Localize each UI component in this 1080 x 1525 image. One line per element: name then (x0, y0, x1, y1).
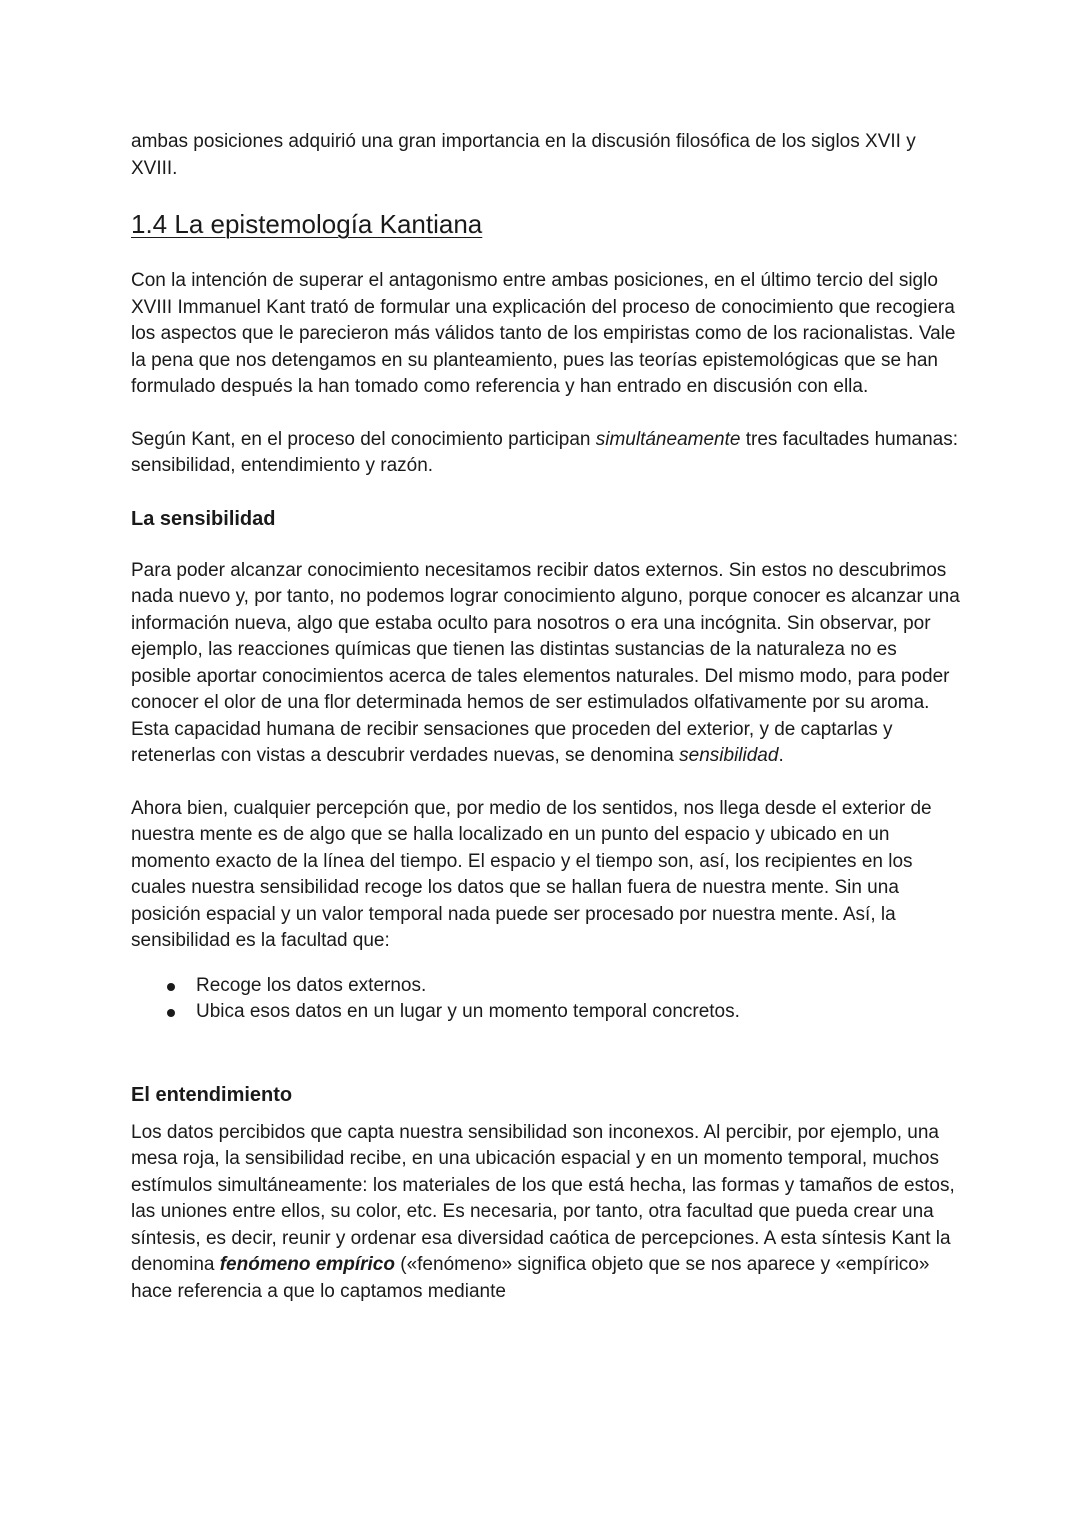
bullet-icon (167, 983, 175, 991)
sensibilidad-term: sensibilidad (679, 745, 779, 766)
faculties-text-end: tres facultades humanas: sensibilidad, entendimiento y razón. (131, 428, 959, 476)
entendimiento-p1-text: Los datos percibidos que capta nuestra sensibilidad son inconexos. Al percibir, por ejemplo, una mesa roja, la sensibilidad recibe, en una ubicación espacial y en un momento temporal, muchos estímulos simultáneamente: los materiales de los que está hecha, las formas y tamaños de estos, las uniones entre ellos, su color, etc. Es necesaria, por tanto, otra facultad que pueda crear una síntesis, es decir, reunir y ordenar esa diversidad caótica de percepciones. A esta síntesis Kant la denomina (131, 1121, 955, 1275)
sensibilidad-heading: La sensibilidad (131, 507, 276, 530)
bullet-text: Ubica esos datos en un lugar y un momento temporal concretos. (196, 1001, 740, 1022)
bullet-icon (167, 1009, 175, 1017)
entendimiento-heading: El entendimiento (131, 1083, 293, 1106)
sensibilidad-p1-text: Para poder alcanzar conocimiento necesitamos recibir datos externos. Sin estos no descubrimos nada nuevo y, por tanto, no podemos lograr conocimiento alguno, porque conocer es alcanzar una información nueva, algo que estaba oculto para nosotros o era una incógnita. Sin observar, por ejemplo, las reacciones químicas que tienen las distintas sustancias de la naturaleza no es posible aportar conocimientos acerca de tales elementos naturales. Del mismo modo, para poder conocer el olor de una flor determinada hemos de ser estimulados olfativamente por su aroma. Esta capacidad humana de recibir sensaciones que proceden del exterior, y de captarlas y retenerlas con vistas a descubrir verdades nuevas, se denomina (131, 559, 960, 766)
faculties-paragraph (131, 427, 961, 480)
section-title: 1.4 La epistemología Kantiana (131, 209, 483, 239)
intro-paragraph: ambas posiciones adquirió una gran importancia en la discusión filosófica de los siglos XVII y XVIII. (131, 131, 916, 179)
faculties-text-start: Según Kant, en el proceso del conocimiento participan (131, 428, 596, 450)
list-item (131, 999, 961, 1026)
bullet-text: Recoge los datos externos. (196, 974, 427, 996)
list-item (131, 973, 961, 1000)
document-page (131, 129, 961, 1305)
kant-intro-paragraph: Con la intención de superar el antagonismo entre ambas posiciones, en el último tercio del siglo XVIII Immanuel Kant trató de formular una explicación del proceso de conocimiento que recogiera los aspectos que le parecieron más válidos tanto de los empiristas como de los racionalistas. Vale la pena que nos detengamos en su planteamiento, pues las teorías epistemológicas que se han formulado después la han tomado como referencia y han entrado en discusión con ella. (131, 270, 956, 397)
sensibilidad-p1-end: . (778, 745, 784, 766)
entendimiento-paragraph-1 (131, 1120, 961, 1306)
sensibilidad-paragraph-2: Ahora bien, cualquier percepción que, por medio de los sentidos, nos llega desde el exterior de nuestra mente es de algo que se halla localizado en un punto del espacio y ubicado en un momento exacto de la línea del tiempo. El espacio y el tiempo son, así, los recipientes en los cuales nuestra sensibilidad recoge los datos que se hallan fuera de nuestra mente. Sin una posición espacial y un valor temporal nada puede ser procesado por nuestra mente. Así, la sensibilidad es la facultad que: (131, 797, 932, 951)
fenomeno-empirico-term: fenómeno empírico (219, 1254, 395, 1275)
sensibilidad-paragraph-1 (131, 558, 961, 770)
faculties-emphasis: simultáneamente (595, 428, 741, 450)
entendimiento-p1-end: («fenómeno» significa objeto que se nos aparece y «empírico» hace referencia a que lo captamos mediante (131, 1254, 930, 1302)
sensibilidad-bullet-list (131, 973, 961, 1026)
